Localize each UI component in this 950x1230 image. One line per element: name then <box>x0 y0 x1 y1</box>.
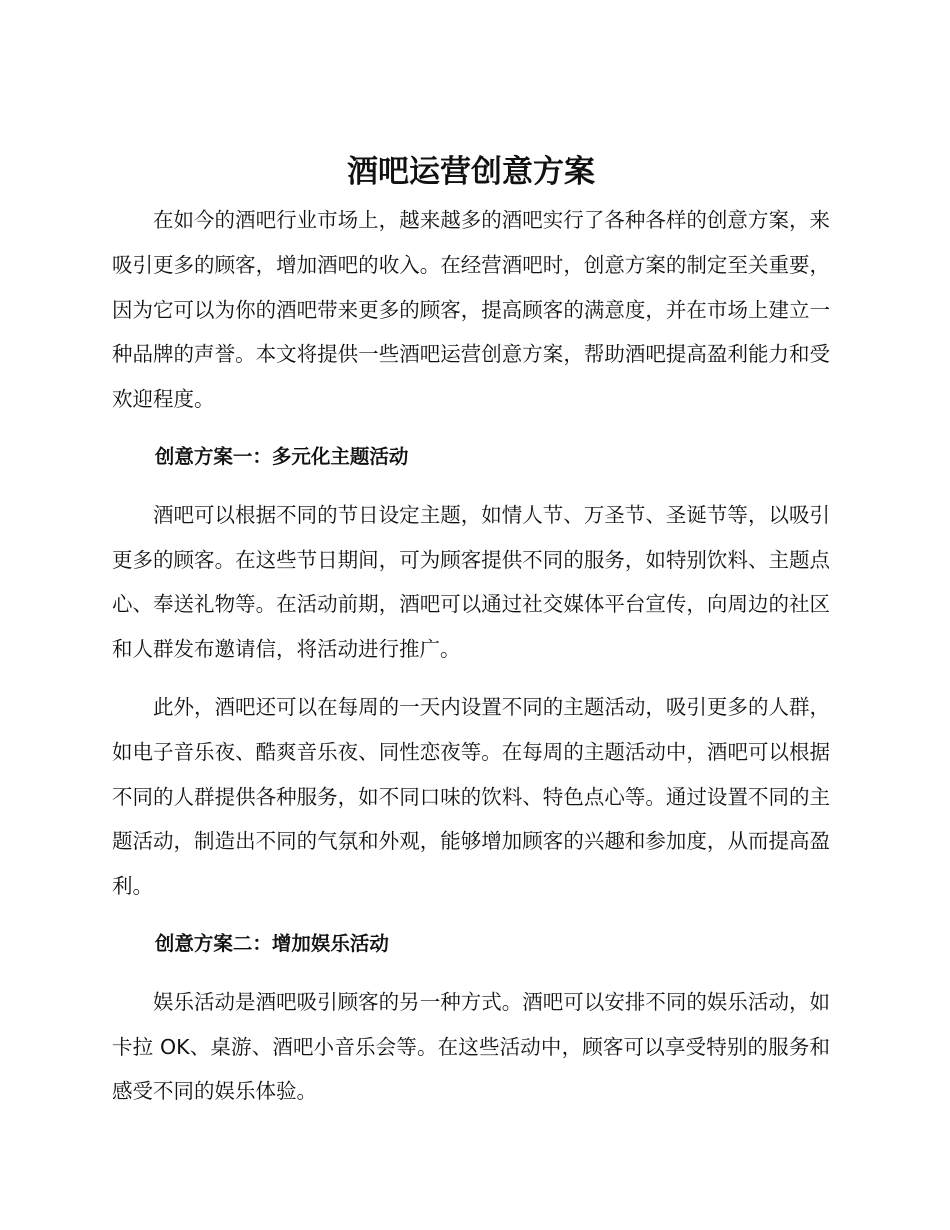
spacer <box>112 672 830 685</box>
section-1-paragraph-2: 此外，酒吧还可以在每周的一天内设置不同的主题活动，吸引更多的人群，如电子音乐夜、酷爽音乐夜、同性恋夜等。在每周的主题活动中，酒吧可以根据不同的人群提供各种服务，如不同口味的饮料、特色点心等。通过设置不同的主题活动，制造出不同的气氛和外观，能够增加顾客的兴趣和参加度，从而提高盈利。 <box>112 694 830 899</box>
document-page <box>112 146 830 1114</box>
section-1-paragraph-1: 酒吧可以根据不同的节日设定主题，如情人节、万圣节、圣诞节等，以吸引更多的顾客。在这些节日期间，可为顾客提供不同的服务，如特别饮料、主题点心、奉送礼物等。在活动前期，酒吧可以通过社交媒体平台宣传，向周边的社区和人群发布邀请信，将活动进行推广。 <box>112 502 830 662</box>
spacer <box>112 967 830 980</box>
section-2-paragraph-1: 娱乐活动是酒吧吸引顾客的另一种方式。酒吧可以安排不同的娱乐活动，如卡拉 OK、桌游、酒吧小音乐会等。在这些活动中，顾客可以享受特别的服务和感受不同的娱乐体验。 <box>112 989 830 1104</box>
section-1-heading: 创意方案一：多元化主题活动 <box>154 444 409 468</box>
intro-paragraph: 在如今的酒吧行业市场上，越来越多的酒吧实行了各种各样的创意方案，来吸引更多的顾客，增加酒吧的收入。在经营酒吧时，创意方案的制定至关重要，因为它可以为你的酒吧带来更多的顾客，提高顾客的满意度，并在市场上建立一种品牌的声誉。本文将提供一些酒吧运营创意方案，帮助酒吧提高盈利能力和受欢迎程度。 <box>112 208 830 412</box>
spacer <box>112 480 830 493</box>
spacer <box>112 422 830 435</box>
document-title: 酒吧运营创意方案 <box>347 154 595 190</box>
section-2-heading: 创意方案二：增加娱乐活动 <box>154 931 389 955</box>
spacer <box>112 909 830 922</box>
